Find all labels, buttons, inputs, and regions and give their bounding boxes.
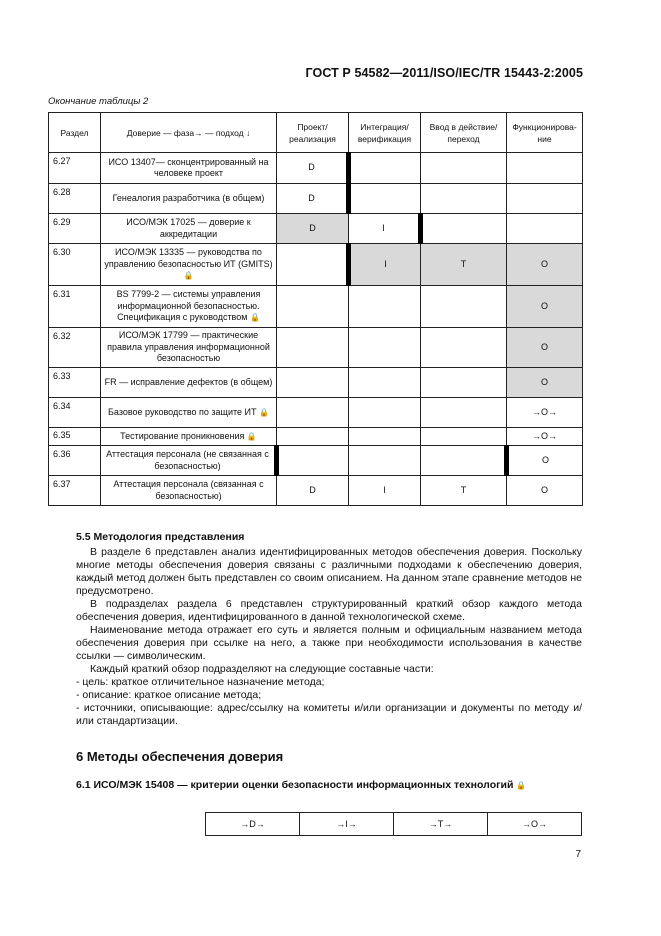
table-row	[49, 398, 583, 428]
cell-integration	[349, 153, 421, 184]
cell-transition: T	[421, 476, 507, 506]
cell-operation: O	[507, 328, 583, 368]
row-section: 6.35	[49, 428, 101, 446]
phase-operation: →O→	[488, 813, 582, 836]
row-section: 6.37	[49, 476, 101, 506]
cell-design	[277, 368, 349, 398]
list-item: - источники, описывающие: адрес/ссылку на комитеты и/или организации и документы по методу и/или стандартизации.	[76, 702, 582, 727]
cell-operation: O	[507, 476, 583, 506]
table-row	[49, 244, 583, 286]
cell-transition	[421, 428, 507, 446]
row-name: Базовое руководство по защите ИТ 🔒	[101, 398, 277, 428]
cell-integration	[349, 184, 421, 214]
col-header-design: Проект/ реализация	[277, 113, 349, 153]
cell-design: D	[277, 476, 349, 506]
cell-operation: O	[507, 368, 583, 398]
cell-transition	[421, 153, 507, 184]
phase-design: →D→	[206, 813, 300, 836]
cell-integration	[349, 428, 421, 446]
row-name: Тестирование проникновения 🔒	[101, 428, 277, 446]
cell-transition: T	[421, 244, 507, 286]
paragraph: В разделе 6 представлен анализ идентифицированных методов обеспечения доверия. Поскольку многие методы обеспечения доверия связаны с различными подходами к обеспечению доверия, каждый метод должен быть представлен со своим описанием. На данном этапе сравнение методов не предусмотрено.	[76, 546, 582, 597]
cell-transition	[421, 214, 507, 244]
row-name: ИСО/МЭК 13335 — руководства по управлению безопасностью ИТ (GMITS) 🔒	[101, 244, 277, 286]
cell-operation: O	[507, 286, 583, 328]
row-section: 6.36	[49, 446, 101, 476]
table-row	[49, 428, 583, 446]
cell-operation: O	[507, 446, 583, 476]
cell-integration	[349, 286, 421, 328]
cell-design	[277, 398, 349, 428]
row-section: 6.33	[49, 368, 101, 398]
row-section: 6.28	[49, 184, 101, 214]
assurance-table	[48, 112, 583, 506]
cell-design: D	[277, 153, 349, 184]
row-name: Аттестация персонала (не связанная с безопасностью)	[101, 446, 277, 476]
row-section: 6.29	[49, 214, 101, 244]
paragraph: Наименование метода отражает его суть и является полным и официальным названием метода обеспечения доверия при ссылке на него, а также при необходимости использования в качестве ссылки — символическим.	[76, 624, 582, 662]
paragraph: Каждый краткий обзор подразделяют на следующие составные части:	[90, 663, 434, 675]
row-name: Аттестация персонала (связанная с безопасностью)	[101, 476, 277, 506]
row-section: 6.30	[49, 244, 101, 286]
cell-integration: I	[349, 476, 421, 506]
table-row	[49, 476, 583, 506]
phase-table	[205, 812, 582, 836]
lock-icon: 🔒	[249, 313, 260, 323]
col-header-transition: Ввод в действие/ переход	[421, 113, 507, 153]
phase-transition: →T→	[394, 813, 488, 836]
phase-integration: →I→	[300, 813, 394, 836]
lock-icon: 🔒	[259, 407, 269, 417]
cell-transition	[421, 446, 507, 476]
col-header-approach: Доверие — фаза→ — подход ↓	[101, 113, 277, 153]
row-name: ИСО 13407— сконцентрированный на человеке проект	[101, 153, 277, 184]
cell-integration	[349, 368, 421, 398]
list-item: - цель: краткое отличительное назначение метода;	[76, 676, 325, 688]
cell-transition	[421, 328, 507, 368]
table-row	[49, 184, 583, 214]
cell-integration: I	[349, 214, 421, 244]
row-name: FR — исправление дефектов (в общем)	[101, 368, 277, 398]
section-6-1-heading: 6.1 ИСО/МЭК 15408 — критерии оценки безопасности информационных технологий 🔒	[76, 779, 527, 791]
row-section: 6.34	[49, 398, 101, 428]
cell-transition	[421, 184, 507, 214]
col-header-integration: Интеграция/ верификация	[349, 113, 421, 153]
cell-operation: →O→	[507, 398, 583, 428]
cell-operation: O	[507, 244, 583, 286]
table-row	[49, 446, 583, 476]
cell-design: D	[277, 184, 349, 214]
lock-icon: 🔒	[516, 781, 527, 790]
paragraph: В подразделах раздела 6 представлен структурированный краткий обзор каждого метода обеспечения доверия, идентифицированного в данной технологической схеме.	[76, 598, 582, 623]
document-header: ГОСТ Р 54582—2011/ISO/IEC/TR 15443-2:2005	[305, 66, 583, 80]
cell-integration	[349, 398, 421, 428]
cell-design	[277, 244, 349, 286]
row-name: ИСО/МЭК 17799 — практические правила управления информационной безопасностью	[101, 328, 277, 368]
cell-design	[277, 428, 349, 446]
page-number: 7	[575, 849, 581, 860]
row-name: Генеалогия разработчика (в общем)	[101, 184, 277, 214]
row-section: 6.27	[49, 153, 101, 184]
table-row	[49, 328, 583, 368]
section-5-5-text	[76, 546, 582, 728]
table-caption: Окончание таблицы 2	[48, 96, 149, 107]
section-5-5-heading: 5.5 Методология представления	[76, 531, 245, 543]
cell-design	[277, 286, 349, 328]
cell-design	[277, 328, 349, 368]
col-header-operation: Функционирова- ние	[507, 113, 583, 153]
table-row	[49, 368, 583, 398]
cell-integration	[349, 328, 421, 368]
lock-icon: 🔒	[183, 271, 194, 281]
table-row	[49, 214, 583, 244]
table-row	[49, 153, 583, 184]
cell-integration: I	[349, 244, 421, 286]
cell-design: D	[277, 214, 349, 244]
col-header-section: Раздел	[49, 113, 101, 153]
row-name: ИСО/МЭК 17025 — доверие к аккредитации	[101, 214, 277, 244]
cell-transition	[421, 398, 507, 428]
cell-operation	[507, 214, 583, 244]
list-item: - описание: краткое описание метода;	[76, 689, 262, 701]
cell-transition	[421, 368, 507, 398]
section-6-heading: 6 Методы обеспечения доверия	[76, 749, 284, 764]
cell-operation	[507, 153, 583, 184]
table-row	[49, 286, 583, 328]
row-section: 6.31	[49, 286, 101, 328]
phase-row	[206, 813, 582, 836]
cell-operation	[507, 184, 583, 214]
cell-operation: →O→	[507, 428, 583, 446]
table-header-row	[49, 113, 583, 153]
row-name: BS 7799-2 — системы управления информационной безопасностью. Спецификация с руководством 🔒	[101, 286, 277, 328]
lock-icon: 🔒	[246, 431, 257, 441]
cell-transition	[421, 286, 507, 328]
row-section: 6.32	[49, 328, 101, 368]
cell-design	[277, 446, 349, 476]
cell-integration	[349, 446, 421, 476]
